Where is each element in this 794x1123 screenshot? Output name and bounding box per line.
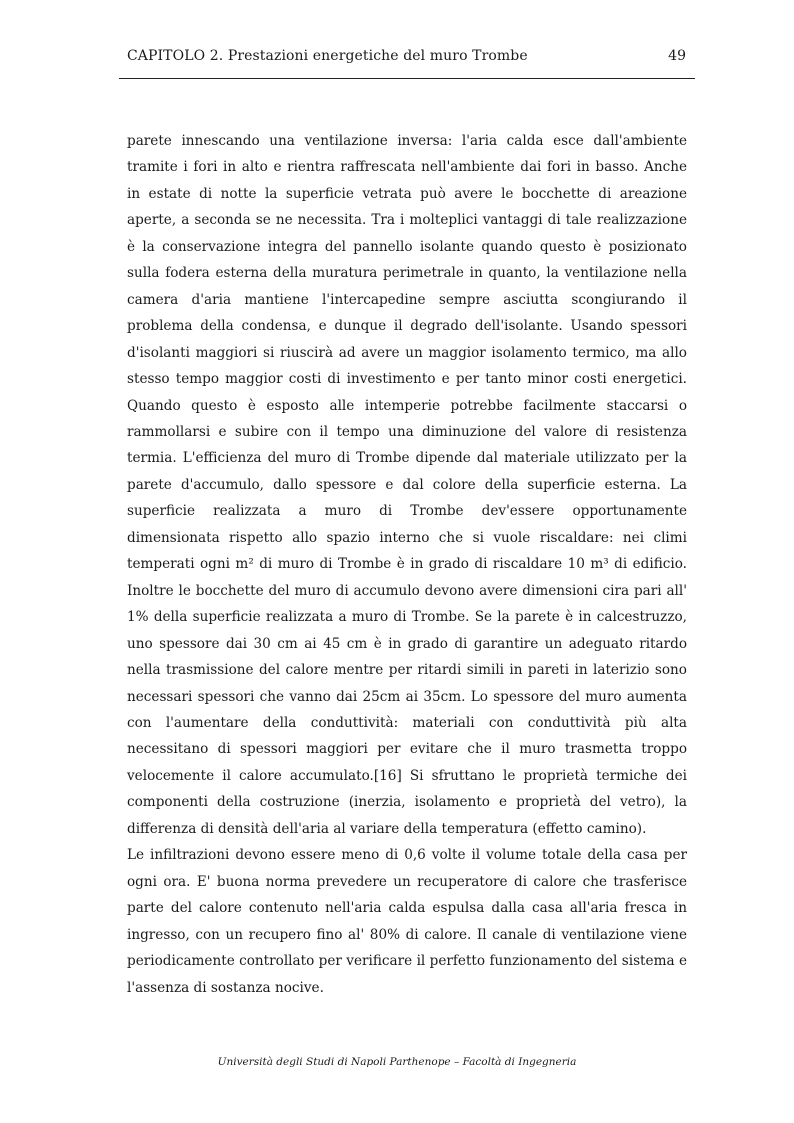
page-number: 49	[668, 48, 686, 64]
page-footer: Università degli Studi di Napoli Parthenope – Facoltà di Ingegneria	[217, 1056, 577, 1068]
body-text	[127, 128, 687, 1001]
chapter-title: CAPITOLO 2. Prestazioni energetiche del muro Trombe	[127, 48, 528, 64]
paragraph: Le infiltrazioni devono essere meno di 0,6 volte il volume totale della casa per ogni ora. E' buona norma prevedere un recuperatore di calore che trasferisce parte del calore contenuto nell'aria calda espulsa dalla casa all'aria fresca in ingresso, con un recupero fino al' 80% di calore. Il canale di ventilazione viene periodicamente controllato per verificare il perfetto funzionamento del sistema e l'assenza di sostanza nocive.	[127, 847, 687, 996]
paragraph: parete innescando una ventilazione inversa: l'aria calda esce dall'ambiente tramite i fori in alto e rientra raffrescata nell'ambiente dai fori in basso. Anche in estate di notte la superficie vetrata può avere le bocchette di areazione aperte, a seconda se ne necessita. Tra i molteplici vantaggi di tale realizzazione è la conservazione integra del pannello isolante quando questo è posizionato sulla fodera esterna della muratura perimetrale in quanto, la ventilazione nella camera d'aria mantiene l'intercapedine sempre asciutta scongiurando il problema della condensa, e dunque il degrado dell'isolante. Usando spessori d'isolanti maggiori si riuscirà ad avere un maggior isolamento termico, ma allo stesso tempo maggior costi di investimento e per tanto minor costi energetici. Quando questo è esposto alle intemperie potrebbe facilmente staccarsi o rammollarsi e subire con il tempo una diminuzione del valore di resistenza termia. L'efficienza del muro di Trombe dipende dal materiale utilizzato per la parete d'accumulo, dallo spessore e dal colore della superficie esterna. La superficie realizzata a muro di Trombe dev'essere opportunamente dimensionata rispetto allo spazio interno che si vuole riscaldare: nei climi temperati ogni m² di muro di Trombe è in grado di riscaldare 10 m³ di edificio. Inoltre le bocchette del muro di accumulo devono avere dimensioni cira pari all' 1% della superficie realizzata a muro di Trombe. Se la parete è in calcestruzzo, uno spessore dai 30 cm ai 45 cm è in grado di garantire un adeguato ritardo nella trasmissione del calore mentre per ritardi simili in pareti in laterizio sono necessari spessori che vanno dai 25cm ai 35cm. Lo spessore del muro aumenta con l'aumentare della conduttività: materiali con conduttività più alta necessitano di spessori maggiori per evitare che il muro trasmetta troppo velocemente il calore accumulato.[16] Si sfruttano le proprietà termiche dei componenti della costruzione (inerzia, isolamento e proprietà del vetro), la differenza di densità dell'aria al variare della temperatura (effetto camino).	[127, 133, 687, 837]
page-header	[119, 44, 695, 79]
